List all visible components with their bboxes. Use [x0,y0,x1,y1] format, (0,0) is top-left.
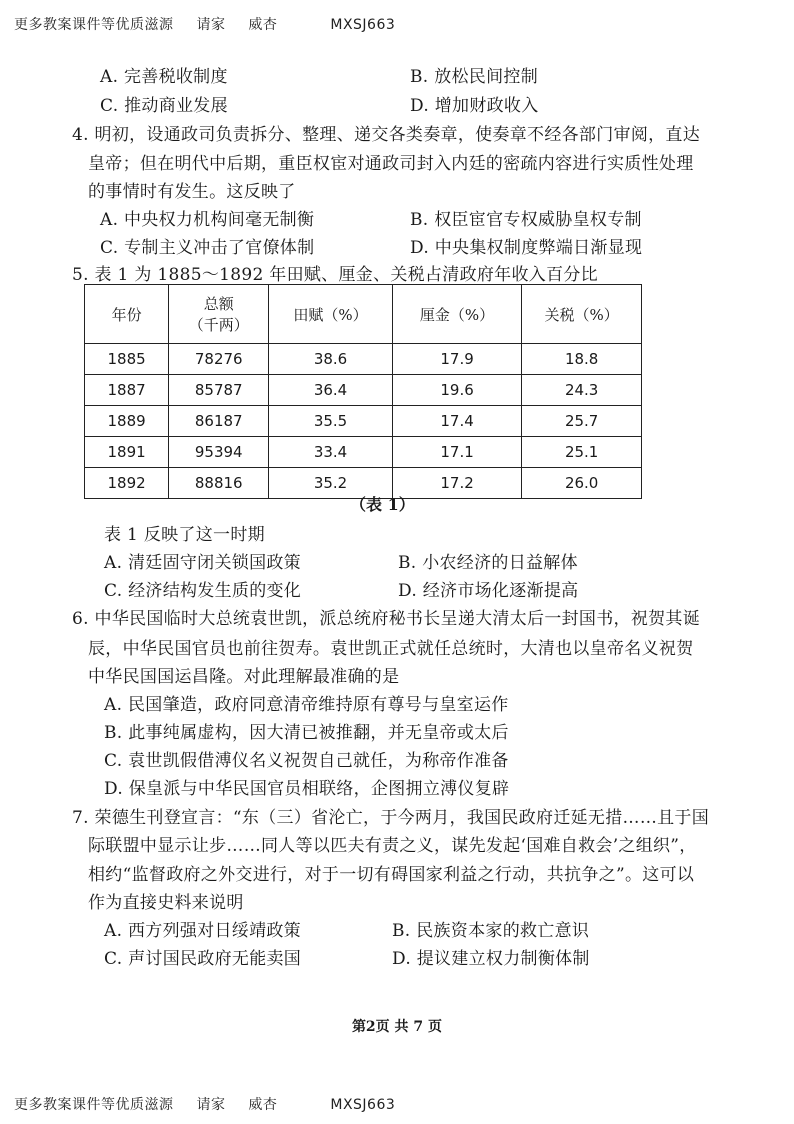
table-header-row [85,285,642,344]
q7-stem-line2: 际联盟中显示让步……同人等以匹夫有责之义，谋先发起‘国难自救会’之组织”， [88,836,697,856]
watermark-text: 更多教案课件等优质滋源 [14,17,174,33]
q7-option-a: A. 西方列强对日绥靖政策 [104,921,301,941]
revenue-table [84,284,642,499]
watermark-contact1: 请家 [196,17,226,33]
cell-land-tax: 35.2 [269,468,393,499]
q7-stem-line4: 作为直接史料来说明 [88,893,244,913]
cell-likin: 17.1 [392,437,521,468]
q6-stem-line1: 6. 中华民国临时大总统袁世凯，派总统府秘书长呈递大清太后一封国书，祝贺其诞 [72,609,701,629]
q4-option-a: A. 中央权力机构间毫无制衡 [100,210,315,230]
cell-land-tax: 33.4 [269,437,393,468]
table-row [85,375,642,406]
watermark-text: 更多教案课件等优质滋源 [14,1097,174,1113]
header-total [169,285,269,344]
cell-customs: 26.0 [522,468,642,499]
q6-stem-line3: 中华民国国运昌隆。对此理解最准确的是 [88,667,400,687]
watermark-contact1: 请家 [196,1097,226,1113]
q5-stem: 5. 表 1 为 1885～1892 年田赋、厘金、关税占清政府年收入百分比 [72,265,598,285]
cell-likin: 17.2 [392,468,521,499]
cell-year: 1892 [85,468,169,499]
watermark-contact2: 威杏 [248,17,278,33]
cell-land-tax: 35.5 [269,406,393,437]
cell-likin: 17.4 [392,406,521,437]
cell-land-tax: 36.4 [269,375,393,406]
q3-option-b: B. 放松民间控制 [410,67,538,87]
q5-question: 表 1 反映了这一时期 [104,525,265,545]
header-land-tax: 田赋（%） [269,285,393,344]
q4-stem-line3: 的事情时有发生。这反映了 [88,182,296,202]
q6-stem-line2: 辰，中华民国官员也前往贺寿。袁世凯正式就任总统时，大清也以皇帝名义祝贺 [88,639,694,659]
table-caption: （表 1） [350,495,415,514]
cell-total: 85787 [169,375,269,406]
cell-likin: 17.9 [392,344,521,375]
table-row [85,406,642,437]
page-number: 第2页 共 7 页 [351,1019,443,1035]
q7-stem-line3: 相约“监督政府之外交进行，对于一切有碍国家利益之行动，共抗争之”。这可以 [88,865,695,885]
cell-year: 1885 [85,344,169,375]
cell-customs: 18.8 [522,344,642,375]
header-total-label: 总额 [203,295,234,313]
q4-stem-line1: 4. 明初，设通政司负责拆分、整理、递交各类奏章，使奏章不经各部门审阅，直达 [72,125,701,145]
watermark-code: MXSJ663 [330,1097,396,1113]
cell-total: 78276 [169,344,269,375]
header-customs: 关税（%） [522,285,642,344]
cell-total: 86187 [169,406,269,437]
q4-option-d: D. 中央集权制度弊端日渐显现 [410,238,643,258]
cell-customs: 25.7 [522,406,642,437]
cell-land-tax: 38.6 [269,344,393,375]
q7-option-d: D. 提议建立权力制衡体制 [392,949,590,969]
watermark-contact2: 威杏 [248,1097,278,1113]
cell-customs: 25.1 [522,437,642,468]
footer-watermark [14,1094,413,1114]
header-year: 年份 [85,285,169,344]
table-row [85,437,642,468]
cell-likin: 19.6 [392,375,521,406]
q3-option-c: C. 推动商业发展 [100,96,228,116]
q4-option-b: B. 权臣宦官专权威胁皇权专制 [410,210,642,230]
cell-total: 95394 [169,437,269,468]
header-total-unit: （千两） [188,316,249,334]
q7-stem-line1: 7. 荣德生刊登宣言：“东（三）省沦亡，于今两月，我国民政府迁延无措……且于国 [72,808,710,828]
cell-year: 1889 [85,406,169,437]
q5-option-b: B. 小农经济的日益解体 [398,553,578,573]
q3-option-a: A. 完善税收制度 [100,67,228,87]
q6-option-d: D. 保皇派与中华民国官员相联络，企图拥立溥仪复辟 [104,779,510,799]
q4-stem-line2: 皇帝；但在明代中后期，重臣权宦对通政司封入内廷的密疏内容进行实质性处理 [88,154,694,174]
q3-option-d: D. 增加财政收入 [410,96,539,116]
q4-option-c: C. 专制主义冲击了官僚体制 [100,238,315,258]
cell-year: 1887 [85,375,169,406]
q6-option-b: B. 此事纯属虚构，因大清已被推翻，并无皇帝或太后 [104,723,509,743]
cell-customs: 24.3 [522,375,642,406]
header-likin: 厘金（%） [392,285,521,344]
cell-total: 88816 [169,468,269,499]
watermark-code: MXSJ663 [330,17,396,33]
q5-option-a: A. 清廷固守闭关锁国政策 [104,553,301,573]
cell-year: 1891 [85,437,169,468]
q6-option-c: C. 袁世凯假借溥仪名义祝贺自己就任，为称帝作准备 [104,751,509,771]
q5-option-d: D. 经济市场化逐渐提高 [398,581,579,601]
q5-option-c: C. 经济结构发生质的变化 [104,581,302,601]
q6-option-a: A. 民国肇造，政府同意清帝维持原有尊号与皇室运作 [104,695,509,715]
q7-option-c: C. 声讨国民政府无能卖国 [104,949,302,969]
q7-option-b: B. 民族资本家的救亡意识 [392,921,590,941]
table-row [85,344,642,375]
